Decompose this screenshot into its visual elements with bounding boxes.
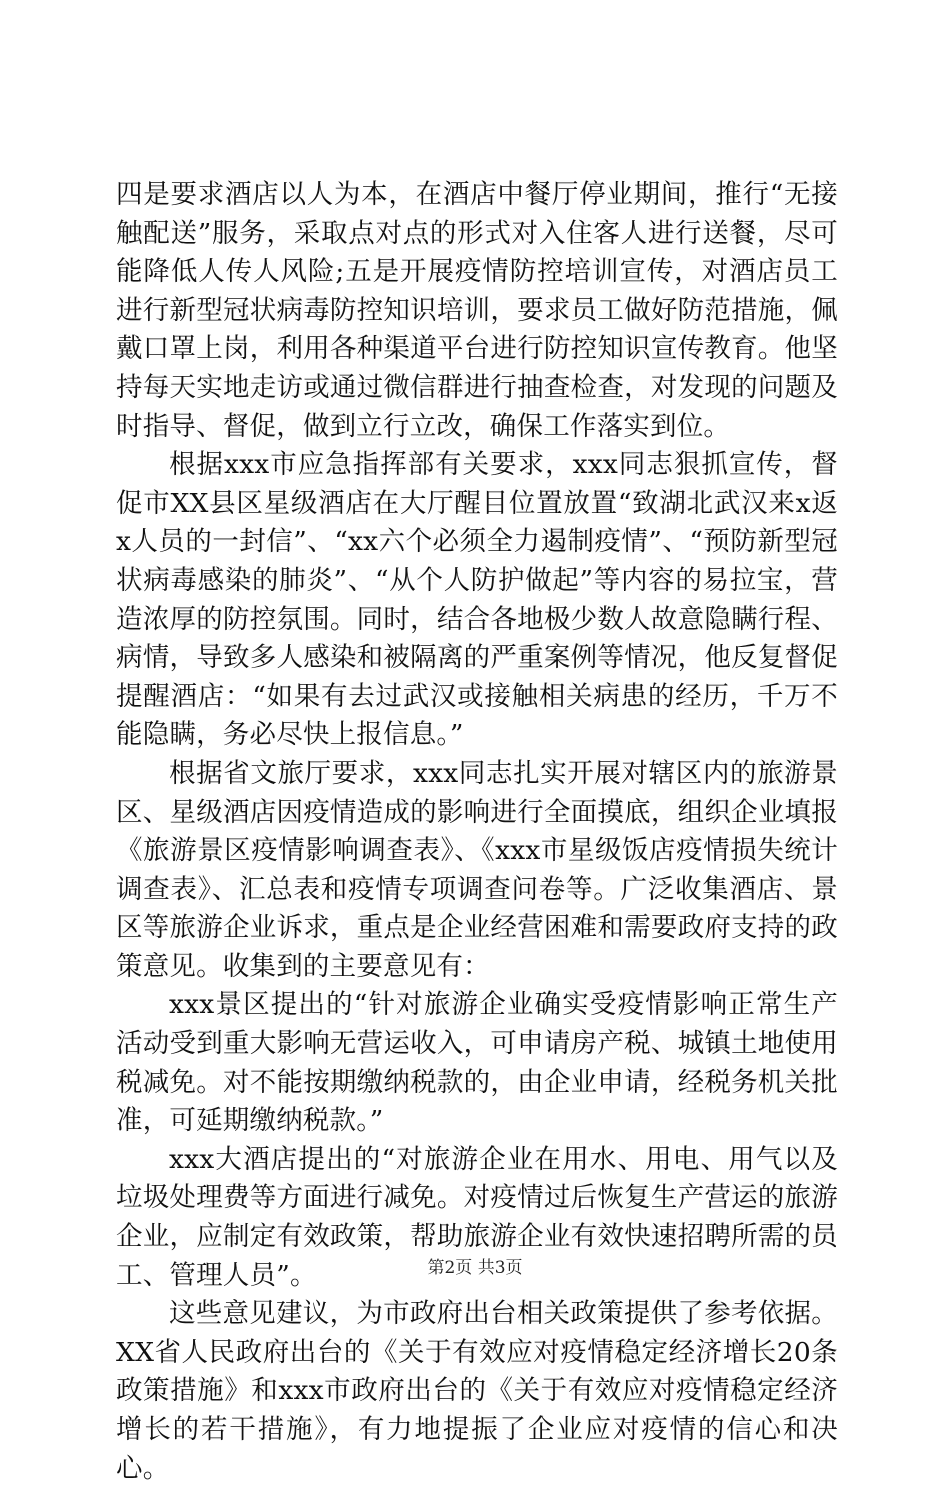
document-body: [116, 176, 838, 1488]
paragraph-6: 这些意见建议，为市政府出台相关政策提供了参考依据。XX省人民政府出台的《关于有效应对疫情稳定经济增长20条政策措施》和xxx市政府出台的《关于有效应对疫情稳定经济增长的若干措施》，有力地提振了企业应对疫情的信心和决心。: [116, 1298, 838, 1484]
page-number-footer: 第2页 共3页: [427, 1258, 523, 1278]
paragraph-5: xxx大酒店提出的“对旅游企业在用水、用电、用气以及垃圾处理费等方面进行减免。对疫情过后恢复生产营运的旅游企业，应制定有效政策，帮助旅游企业有效快速招聘所需的员工、管理人员”。: [116, 1143, 838, 1291]
paragraph-1: 四是要求酒店以人为本，在酒店中餐厅停业期间，推行“无接触配送”服务，采取点对点的形式对入住客人进行送餐，尽可能降低人传人风险;五是开展疫情防控培训宣传，对酒店员工进行新型冠状病毒防控知识培训，要求员工做好防范措施，佩戴口罩上岗，利用各种渠道平台进行防控知识宣传教育。他坚持每天实地走访或通过微信群进行抽查检查，对发现的问题及时指导、督促，做到立行立改，确保工作落实到位。: [116, 179, 838, 442]
paragraph-4: xxx景区提出的“针对旅游企业确实受疫情影响正常生产活动受到重大影响无营运收入，可申请房产税、城镇土地使用税减免。对不能按期缴纳税款的，由企业申请，经税务机关批准，可延期缴纳税款。”: [116, 989, 838, 1137]
paragraph-3: 根据省文旅厅要求，xxx同志扎实开展对辖区内的旅游景区、星级酒店因疫情造成的影响进行全面摸底，组织企业填报《旅游景区疫情影响调查表》、《xxx市星级饭店疫情损失统计调查表》、汇总表和疫情专项调查问卷等。广泛收集酒店、景区等旅游企业诉求，重点是企业经营困难和需要政府支持的政策意见。收集到的主要意见有：: [116, 757, 838, 982]
paragraph-2: 根据xxx市应急指挥部有关要求，xxx同志狠抓宣传，督促市XX县区星级酒店在大厅醒目位置放置“致湖北武汉来x返x人员的一封信”、“xx六个必须全力遏制疫情”、“预防新型冠状病毒感染的肺炎”、“从个人防护做起”等内容的易拉宝，营造浓厚的防控氛围。同时，结合各地极少数人故意隐瞒行程、病情，导致多人感染和被隔离的严重案例等情况，他反复督促提醒酒店：“如果有去过武汉或接触相关病患的经历，千万不能隐瞒，务必尽快上报信息。”: [116, 449, 838, 751]
